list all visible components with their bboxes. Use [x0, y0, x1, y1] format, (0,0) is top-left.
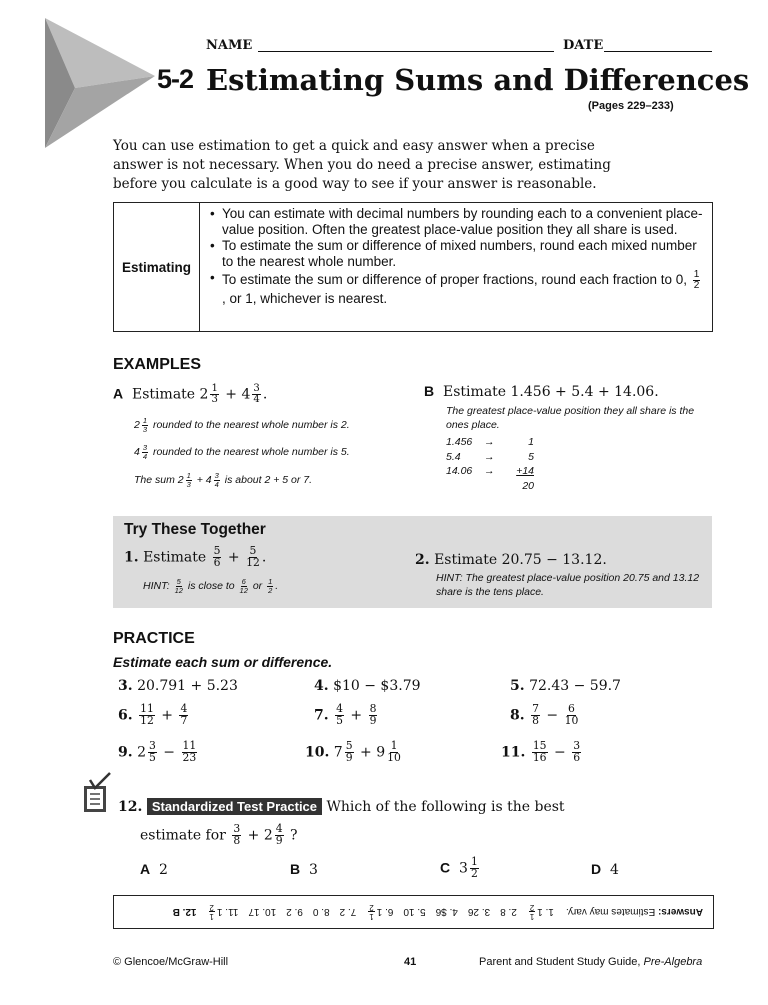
practice-problem-8: 8. $\frac{7}{8}$ − $\frac{6}{10}$ [510, 702, 579, 727]
try-hint-2: HINT: The greatest place-value position 20.75 and 13.12 share is the tens place. [436, 572, 700, 598]
concept-term: Estimating [114, 203, 200, 331]
try-problem-1: 1. Estimate $\frac{5}{6}$ + $\frac{5}{12}$ . [124, 544, 267, 569]
date-field[interactable] [604, 51, 712, 52]
answer-key-text: Answers: Estimates may vary. 1. 1 1 2 2. 8 3. 26 4. $6 5. 10 6. 1 1 2 7. 2 8. 0 9. 2 10. 17 11. 1 1 2 12. B [172, 903, 703, 922]
lesson-triangle-graphic [45, 18, 155, 148]
stp-question-line-2: estimate for $\frac{3}{8}$ + 2 $\frac{4}{9}$ ? [140, 822, 298, 847]
footer-guide-title: Parent and Student Study Guide, Pre-Algebra [479, 956, 703, 968]
choice-d[interactable]: D 4 [591, 861, 619, 878]
choice-c[interactable]: C 3 $\frac{1}{2}$ [440, 855, 478, 880]
example-b-note: The greatest place-value position they all share is the ones place. [446, 405, 695, 431]
try-these-together-box [113, 516, 712, 608]
name-label: NAME [206, 38, 253, 53]
lesson-number: 5-2 [157, 64, 194, 94]
intro-paragraph: You can use estimation to get a quick and easy answer when a precise answer is not necessary. When you do need a precise answer, estimating before you calculate is a good way to see if your answer is reasonable. [113, 138, 611, 192]
date-label: DATE [563, 38, 604, 53]
example-a-step-2: 4 $\frac{3}{4}$ rounded to the nearest whole number is 5. [134, 443, 350, 461]
try-problem-2: 2. Estimate 20.75 − 13.12. [415, 552, 607, 568]
example-a-step-1: 2 $\frac{1}{3}$ rounded to the nearest whole number is 2. [134, 416, 350, 434]
choice-a[interactable]: A 2 [140, 861, 168, 878]
example-b-work: 1.456 → 1 5.4 → 5 14.06 → +14 20 [446, 436, 534, 492]
answer-key-box [113, 895, 714, 929]
page-reference: (Pages 229–233) [588, 100, 674, 112]
standardized-test-practice-badge: Standardized Test Practice [147, 798, 322, 815]
practice-problem-10: 10. 7 $\frac{5}{9}$ + 9 $\frac{1}{10}$ [305, 739, 401, 764]
page-title: Estimating Sums and Differences [206, 63, 750, 97]
practice-problem-9: 9. 2 $\frac{3}{5}$ − $\frac{11}{23}$ [118, 739, 197, 764]
choice-b[interactable]: B 3 [290, 861, 318, 878]
test-checklist-icon [82, 772, 112, 814]
name-field[interactable] [258, 51, 554, 52]
practice-heading: PRACTICE [113, 630, 195, 647]
practice-problem-4: 4. $10 − $3.79 [314, 678, 421, 694]
footer-copyright: © Glencoe/McGraw-Hill [113, 956, 229, 968]
try-hint-1: HINT: $\frac{5}{12}$ is close to $\frac{6}{12}$ or $\frac{1}{2}$ . [143, 577, 279, 595]
practice-problem-5: 5. 72.43 − 59.7 [510, 678, 621, 694]
practice-problem-3: 3. 20.791 + 5.23 [118, 678, 238, 694]
practice-problem-6: 6. $\frac{11}{12}$ + $\frac{4}{7}$ [118, 702, 188, 727]
stp-question-line-1: 12. Standardized Test Practice Which of the following is the best [118, 799, 565, 815]
page-number: 41 [404, 956, 417, 968]
practice-problem-7: 7. $\frac{4}{5}$ + $\frac{8}{9}$ [314, 702, 377, 727]
concept-bullet-1: • You can estimate with decimal numbers by rounding each to a convenient place-value position. Often the greatest place-value position they all share is used. [210, 206, 704, 238]
example-a-problem: A Estimate 2 $\frac{1}{3}$ + 4 $\frac{3}{4}$ . [113, 383, 268, 406]
examples-heading: EXAMPLES [113, 356, 202, 373]
practice-instruction: Estimate each sum or difference. [113, 654, 333, 670]
practice-problem-11: 11. $\frac{15}{16}$ − $\frac{3}{6}$ [501, 739, 581, 764]
example-a-step-3: The sum 2 $\frac{1}{3}$ + 4 $\frac{3}{4}$ is about 2 + 5 or 7. [134, 471, 313, 489]
concept-bullet-2: • To estimate the sum or difference of mixed numbers, round each mixed number to the nearest whole number. [210, 238, 704, 270]
concept-box [113, 202, 713, 332]
concept-bullet-3: • To estimate the sum or difference of proper fractions, round each fraction to 0, $\frac{1}{2}$ , or 1, whichever is nearest. [210, 270, 704, 307]
example-b-problem: B Estimate 1.456 + 5.4 + 14.06. [424, 383, 659, 400]
try-heading: Try These Together [124, 521, 266, 538]
